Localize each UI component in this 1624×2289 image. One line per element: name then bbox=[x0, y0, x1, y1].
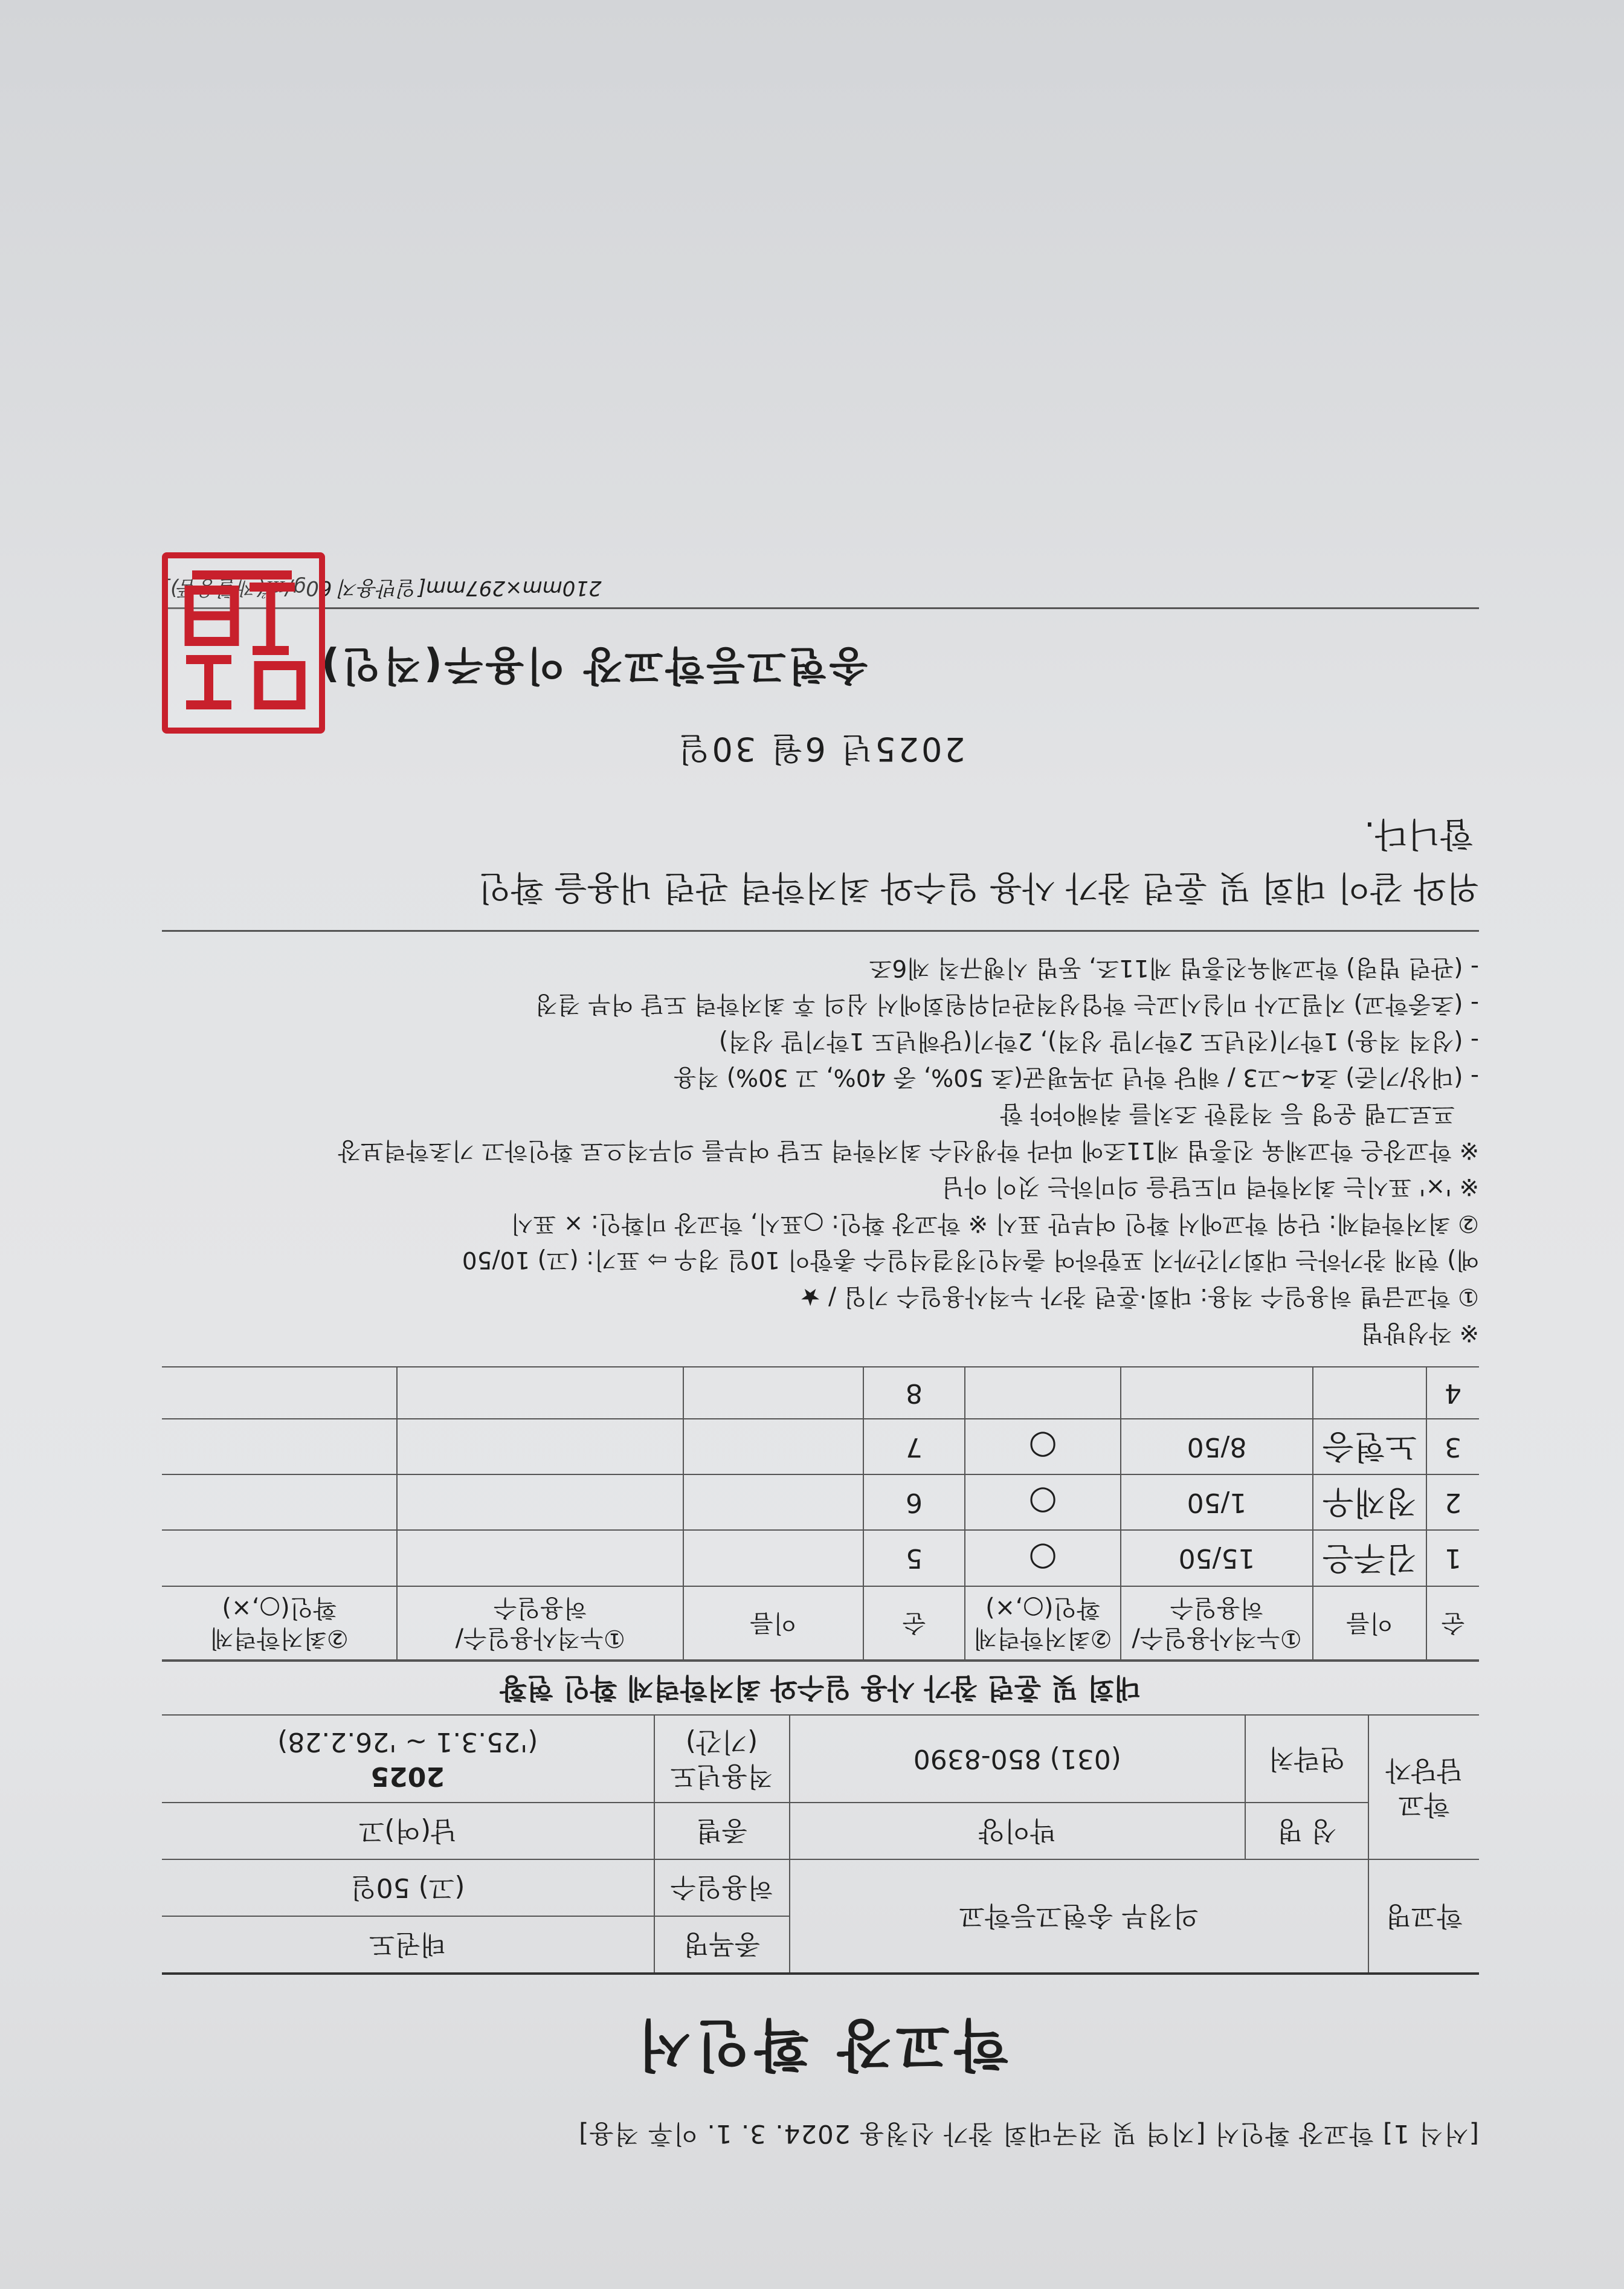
contact-value: (031) 850-8390 bbox=[790, 1715, 1245, 1802]
student-table bbox=[162, 1366, 1479, 1661]
note-line: ② 최저학력제: 단위 학교에서 확인 여부만 표시 ※ 학교장 확인: ○표시, 학교장 미확인: × 표시 bbox=[511, 1209, 1479, 1237]
note-line: ※ 학교장은 학교체육 진흥법 제11조에 따라 학생선수 최저학력 도달 여부를 의무적으로 확인하고 기초학력보장 bbox=[338, 1136, 1479, 1164]
row-name-2 bbox=[683, 1419, 863, 1474]
row-no: 2 bbox=[1426, 1474, 1479, 1530]
row-days: 1/50 bbox=[1121, 1474, 1313, 1530]
period-value: ('25.3.1 ~ '26.2.28) bbox=[277, 1726, 538, 1757]
note-line: - (초중학교) 지필고사 미실시교는 학업성적관리위원회에서 심의 후 최저학력 도달 여부 결정 bbox=[535, 990, 1479, 1018]
row-no-2: 6 bbox=[863, 1474, 965, 1530]
closing-line-2: 합니다. bbox=[1364, 813, 1473, 853]
row-name: 정재우 bbox=[1313, 1474, 1426, 1530]
note-heading: ※ 작성방법 bbox=[1361, 1319, 1479, 1347]
gender-label: 종별 bbox=[654, 1803, 790, 1859]
days-value: (고) 50일 bbox=[162, 1859, 654, 1916]
manager-name-label: 성 명 bbox=[1245, 1803, 1368, 1859]
row-name: 김주은 bbox=[1313, 1530, 1426, 1586]
year-cell bbox=[162, 1715, 654, 1802]
row-no-2: 8 bbox=[863, 1367, 965, 1419]
note-line: - (대상/기준) 초4~고3 / 해당 학년 과목평균(초 50%, 중 40%, 고 30%) 적용 bbox=[674, 1064, 1479, 1091]
row-days-2 bbox=[397, 1530, 683, 1586]
row-days: 8/50 bbox=[1121, 1419, 1313, 1474]
gender-value: 남(여)고 bbox=[162, 1803, 654, 1859]
row-check-2 bbox=[162, 1474, 397, 1530]
row-name-2 bbox=[683, 1367, 863, 1419]
row-no-2: 7 bbox=[863, 1419, 965, 1474]
table-row bbox=[162, 1530, 1479, 1586]
school-label: 학교명 bbox=[1368, 1859, 1479, 1974]
issue-date: 2025년 6월 30일 bbox=[675, 730, 965, 769]
row-check bbox=[965, 1367, 1121, 1419]
school-info-table bbox=[162, 1714, 1479, 1974]
closing-line-1: 위와 같이 대회 및 훈련 참가 사용 일수와 최저학력 관련 내용을 확인 bbox=[478, 868, 1479, 908]
row-check-2 bbox=[162, 1367, 397, 1419]
row-check: ○ bbox=[965, 1530, 1121, 1586]
row-name-2 bbox=[683, 1474, 863, 1530]
row-no: 3 bbox=[1426, 1419, 1479, 1474]
official-seal-stamp bbox=[162, 552, 325, 734]
closing-statement bbox=[162, 806, 1479, 932]
row-name bbox=[1313, 1367, 1426, 1419]
note-line: - (성적 적용) 1학기(전년도 2학기말 성적), 2학기(당해년도 1학기말 성적) bbox=[718, 1027, 1479, 1054]
row-no-2: 5 bbox=[863, 1530, 965, 1586]
table-row bbox=[162, 1419, 1479, 1474]
row-name-2 bbox=[683, 1530, 863, 1586]
days-label: 허용일수 bbox=[654, 1859, 790, 1916]
row-days-2 bbox=[397, 1419, 683, 1474]
row-days: 15/50 bbox=[1121, 1530, 1313, 1586]
header-no-2: 순 bbox=[863, 1586, 965, 1660]
row-check-2 bbox=[162, 1530, 397, 1586]
header-name: 이름 bbox=[1313, 1586, 1426, 1660]
note-line: ① 학교급별 허용일수 적용: 대회·훈련 참가 누적사용일수 기입 / ★ bbox=[799, 1282, 1479, 1310]
row-check: ○ bbox=[965, 1474, 1121, 1530]
school-value: 의정부 송현고등학교 bbox=[790, 1859, 1368, 1974]
form-caption: [서식 1] 학교장 확인서 [지역 및 전국대회 참가 신청용 2024. 3. 1. 이후 적용] bbox=[578, 2119, 1479, 2149]
row-days-2 bbox=[397, 1367, 683, 1419]
header-check-2: ②최저학력제 확인(○,×) bbox=[162, 1586, 397, 1660]
signer-name: 송현고등학교장 이용주(직인) bbox=[319, 642, 868, 689]
year-label: 적용년도 (기간) bbox=[654, 1715, 790, 1802]
seal-pattern-icon bbox=[168, 558, 319, 728]
signer-block bbox=[162, 639, 1479, 691]
manager-name-value: 박이양 bbox=[790, 1803, 1245, 1859]
sport-label: 종목명 bbox=[654, 1916, 790, 1974]
header-no: 순 bbox=[1426, 1586, 1479, 1660]
document bbox=[162, 575, 1479, 2150]
header-days-2: ①누적사용일수/ 허용일수 bbox=[397, 1586, 683, 1660]
note-line: - (관련 법령) 학교체육진흥법 제11조, 동법 시행규칙 제6조 bbox=[869, 954, 1479, 981]
year-value: 2025 bbox=[370, 1760, 445, 1792]
row-days bbox=[1121, 1367, 1313, 1419]
row-days-2 bbox=[397, 1474, 683, 1530]
table-row bbox=[162, 1367, 1479, 1419]
student-table-header bbox=[162, 1586, 1479, 1660]
note-line: 예) 현재 참가하는 대회기간까지 포함하여 출석인정결석일수 총합이 10일 경우 ⇨ 표기: (고) 10/50 bbox=[462, 1246, 1479, 1274]
table-row bbox=[162, 1474, 1479, 1530]
row-check-2 bbox=[162, 1419, 397, 1474]
section-title: 대회 및 훈련 참가 사용 일수와 최저학력제 확인 현황 bbox=[162, 1661, 1479, 1715]
header-name-2: 이름 bbox=[683, 1586, 863, 1660]
sport-value: 태권도 bbox=[162, 1916, 654, 1974]
contact-label: 연락처 bbox=[1245, 1715, 1368, 1802]
header-days: ①누적사용일수/ 허용일수 bbox=[1121, 1586, 1313, 1660]
header-check: ②최저학력제 확인(○,×) bbox=[965, 1586, 1121, 1660]
row-check: ○ bbox=[965, 1419, 1121, 1474]
note-line: ※ '×' 표시는 최저학력 미도달을 의미하는 것이 아님 bbox=[941, 1173, 1479, 1201]
row-name: 노현승 bbox=[1313, 1419, 1426, 1474]
manager-label: 학교 담당자 bbox=[1368, 1715, 1479, 1859]
document-title: 학교장 확인서 bbox=[633, 2012, 1008, 2078]
row-no: 1 bbox=[1426, 1530, 1479, 1586]
note-line: 프로그램 운영 등 적절한 조치를 취해야야 함 bbox=[1000, 1100, 1455, 1128]
paper-spec-footer: 210mm×297mm[일반용지 60g/㎡(재활용품)] bbox=[162, 575, 1479, 609]
notes bbox=[162, 949, 1479, 1351]
row-no: 4 bbox=[1426, 1367, 1479, 1419]
